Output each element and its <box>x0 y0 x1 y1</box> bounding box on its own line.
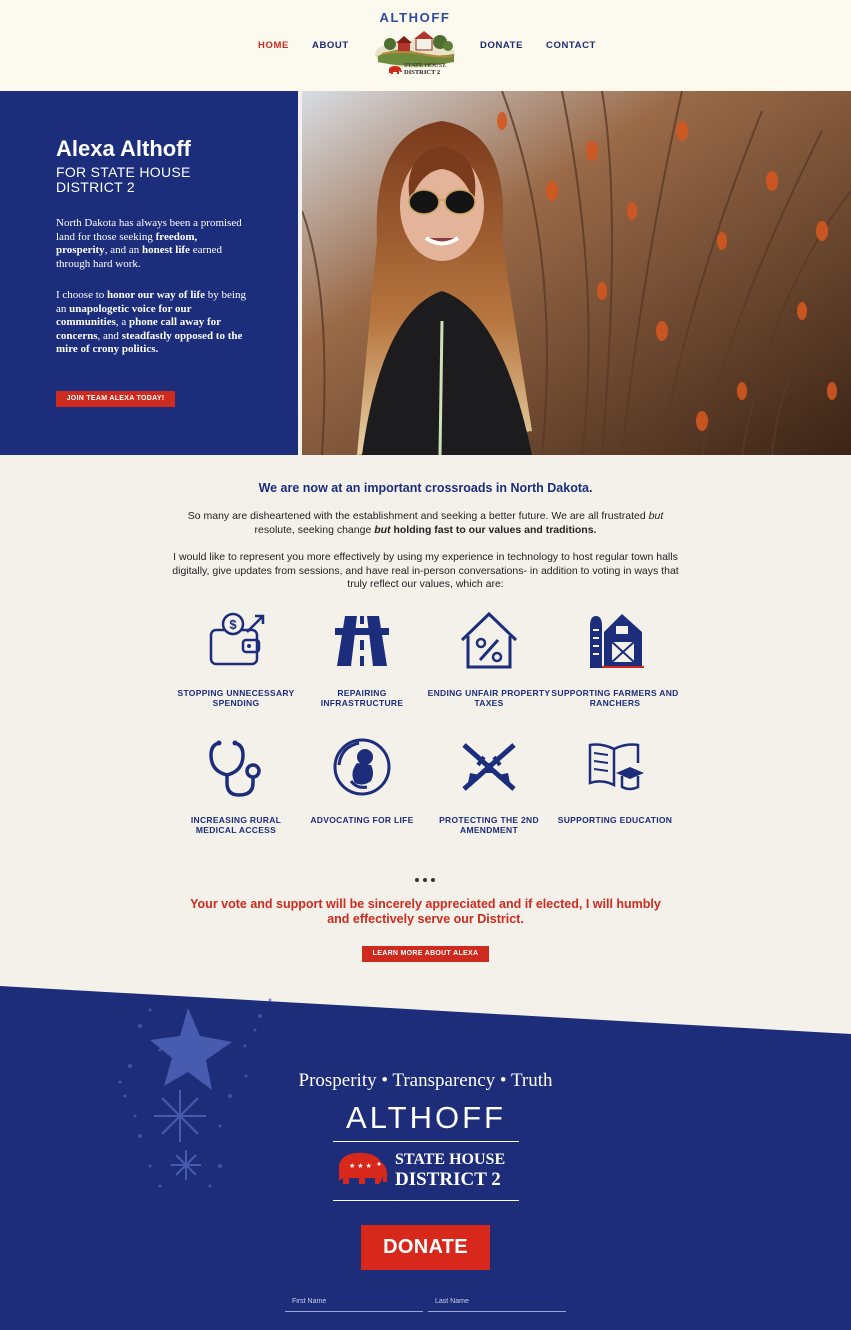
hero-p2-bold-1: honor our way of life <box>107 289 206 301</box>
hero-p1-text-a: North Dakota has always been a promised land for those seeking <box>56 217 242 243</box>
logo-rule-bottom <box>333 1200 519 1201</box>
logo-line-2: DISTRICT 2 <box>404 69 441 76</box>
crossroads-heading: We are now at an important crossroads in North Dakota. <box>258 481 593 495</box>
appeal-text: Your vote and support will be sincerely appreciated and if elected, I will humbly and effectively serve our District. <box>190 897 661 926</box>
crossed-rifles-icon <box>458 737 520 799</box>
svg-text:$: $ <box>229 617 237 632</box>
issue-life <box>297 737 427 825</box>
hero-p1-text-d: earned through hard work. <box>56 244 222 270</box>
site-header <box>0 0 851 91</box>
candidate-name: Alexa Althoff <box>56 136 191 161</box>
highway-icon <box>331 610 393 672</box>
footer-district-line-2: DISTRICT 2 <box>395 1169 501 1190</box>
svg-text:★ ★ ★: ★ ★ ★ <box>349 1163 372 1170</box>
hero-p1-bold-2: honest life <box>141 244 190 256</box>
crossroads-p1-text-a: So many are disheartened with the establishment and seeking a better future. We are all frustrated <box>187 510 649 522</box>
issue-label: STOPPING UNNECESSARY SPENDING <box>177 688 295 708</box>
crossroads-p1-text-b: resolute, seeking change <box>254 523 375 536</box>
donate-button[interactable]: DONATE <box>361 1225 490 1270</box>
issue-label: SUPPORTING FARMERS AND RANCHERS <box>551 688 679 708</box>
last-name-input[interactable] <box>428 1296 566 1307</box>
first-name-input[interactable] <box>285 1296 423 1307</box>
issue-label: INCREASING RURAL MEDICAL ACCESS <box>190 815 282 835</box>
learn-more-button[interactable]: LEARN MORE ABOUT ALEXA <box>362 946 489 962</box>
candidate-portrait-image <box>302 91 851 455</box>
crossroads-p1-bold: holding fast to our values and traditions. <box>390 523 597 536</box>
issue-label: REPAIRING INFRASTRUCTURE <box>320 688 404 708</box>
elephant-icon <box>335 1148 391 1188</box>
issue-property-taxes <box>424 610 554 708</box>
candidate-office: FOR STATE HOUSE DISTRICT 2 <box>56 164 191 195</box>
first-name-field[interactable] <box>285 1290 423 1312</box>
nav-donate[interactable]: DONATE <box>480 40 524 51</box>
last-name-field[interactable] <box>428 1290 566 1312</box>
nav-contact[interactable]: CONTACT <box>546 40 596 51</box>
ellipsis-divider <box>413 869 439 879</box>
issue-infrastructure <box>297 610 427 708</box>
logo-district <box>388 62 458 76</box>
footer-district <box>395 1150 505 1190</box>
crossroads-p1-bold-italic: but <box>374 523 391 536</box>
site-logo[interactable] <box>372 10 458 80</box>
slogan: Prosperity • Transparency • Truth <box>298 1070 553 1091</box>
hero-p1-bold-1: freedom, prosperity <box>56 230 198 256</box>
footer-logo-name: ALTHOFF <box>346 1100 506 1135</box>
fetus-icon <box>331 737 393 799</box>
join-team-button[interactable]: JOIN TEAM ALEXA TODAY! <box>56 391 175 407</box>
nav-about[interactable]: ABOUT <box>312 40 349 51</box>
barn-silo-icon <box>584 610 646 672</box>
hero-p1-text-c: , and an <box>104 244 142 256</box>
house-percent-icon <box>458 610 520 672</box>
hero-p2-text-e: , and <box>97 329 122 342</box>
issue-education <box>550 737 680 825</box>
issue-second-amendment <box>424 737 554 835</box>
issue-spending <box>171 610 301 708</box>
hero-p2-text-c: by being an <box>56 289 246 315</box>
hero-p2-text-d: , a <box>115 316 130 328</box>
issue-farmers <box>550 610 680 708</box>
candidate-photo <box>302 91 851 455</box>
crossroads-paragraph-2: I would like to represent you more effectively by using my experience in technology to host regular town halls digitally, give updates from sessions, and have real in-person conversations- in addition to voting in ways that truly reflect our values, which are: <box>172 551 679 590</box>
logo-title: ALTHOFF <box>379 10 451 25</box>
issue-medical <box>171 737 301 835</box>
hero-paragraph-1 <box>56 217 246 271</box>
issue-label: ENDING UNFAIR PROPERTY TAXES <box>427 688 551 708</box>
hero-p2-bold-2: unapologetic voice for our communities <box>56 302 192 328</box>
hero-p2-bold-3: phone call away for concerns <box>56 316 221 342</box>
wallet-dollar-icon <box>205 610 267 672</box>
crossroads-p1-italic: but <box>648 510 664 522</box>
issue-label: ADVOCATING FOR LIFE <box>310 815 414 825</box>
issue-label: PROTECTING THE 2ND AMENDMENT <box>439 815 539 835</box>
hero-paragraph-2 <box>56 289 246 357</box>
stethoscope-icon <box>205 737 267 799</box>
hero-p2-text-a: I choose to <box>56 289 108 301</box>
nav-home[interactable]: HOME <box>258 40 289 51</box>
footer-district-line-1: STATE HOUSE <box>395 1151 506 1168</box>
hero-p2-bold-4: steadfastly opposed to the mire of crony politics. <box>56 329 243 355</box>
logo-line-1: STATE HOUSE <box>404 62 447 69</box>
issue-label: SUPPORTING EDUCATION <box>557 815 673 825</box>
logo-rule-top <box>333 1141 519 1142</box>
book-graduation-cap-icon <box>584 737 646 799</box>
crossroads-paragraph-1 <box>170 510 681 537</box>
